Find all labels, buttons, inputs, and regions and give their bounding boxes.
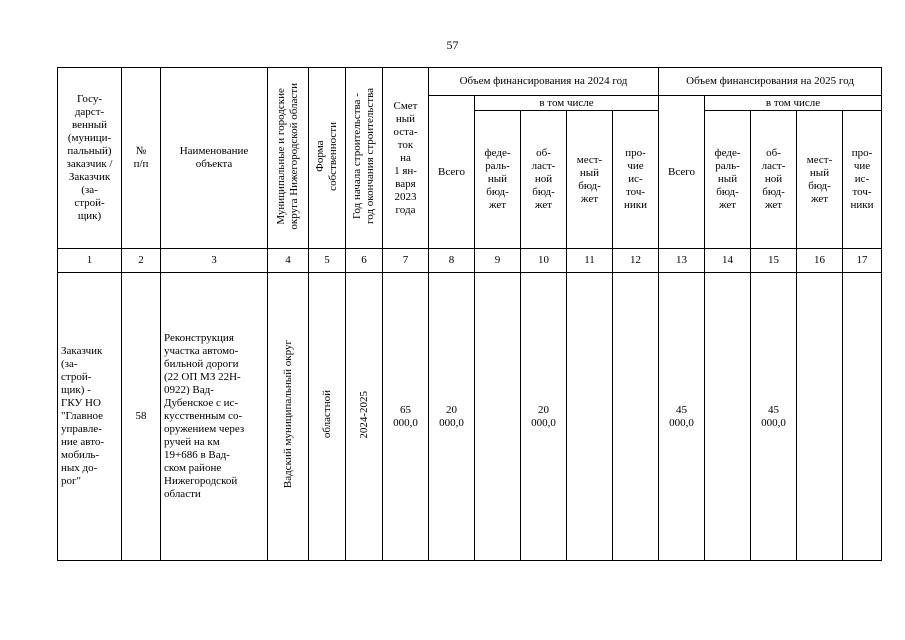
header-customer: Госу- дарст- венный (муници- пальный) заказчик / Заказчик (за- строй- щик) <box>58 68 122 249</box>
column-number: 4 <box>268 249 309 273</box>
column-number: 3 <box>161 249 268 273</box>
column-number: 6 <box>346 249 383 273</box>
header-object: Наименование объекта <box>161 68 268 249</box>
header-reg-2025: об- ласт- ной бюд- жет <box>751 111 797 249</box>
row-total-2025: 45 000,0 <box>659 273 705 561</box>
header-years: Год начала строительства - год окончания строительства <box>351 88 376 224</box>
header-oth-2024: про- чие ис- точ- ники <box>613 111 659 249</box>
column-number: 8 <box>429 249 475 273</box>
column-number: 17 <box>843 249 882 273</box>
column-number: 11 <box>567 249 613 273</box>
header-ownership-cell <box>309 68 346 249</box>
header-reg-2024: об- ласт- ной бюд- жет <box>521 111 567 249</box>
header-years-cell <box>346 68 383 249</box>
row-reg-2024: 20 000,0 <box>521 273 567 561</box>
row-reg-2025: 45 000,0 <box>751 273 797 561</box>
header-loc-2024: мест- ный бюд- жет <box>567 111 613 249</box>
header-total-2024: Всего <box>429 96 475 249</box>
header-group-2024: Объем финансирования на 2024 год <box>429 68 659 96</box>
page-number: 57 <box>446 38 459 52</box>
row-total-2024: 20 000,0 <box>429 273 475 561</box>
column-number: 10 <box>521 249 567 273</box>
header-sub-2024: в том числе <box>475 96 659 111</box>
row-fed-2024 <box>475 273 521 561</box>
column-number: 7 <box>383 249 429 273</box>
column-number: 15 <box>751 249 797 273</box>
header-fed-2024: феде- раль- ный бюд- жет <box>475 111 521 249</box>
column-number: 16 <box>797 249 843 273</box>
row-number: 58 <box>122 273 161 561</box>
header-sub-2025: в том числе <box>705 96 882 111</box>
header-district-cell <box>268 68 309 249</box>
row-years: 2024-2025 <box>357 390 370 439</box>
row-balance: 65 000,0 <box>383 273 429 561</box>
header-total-2025: Всего <box>659 96 705 249</box>
header-fed-2025: феде- раль- ный бюд- жет <box>705 111 751 249</box>
column-number: 13 <box>659 249 705 273</box>
column-number: 5 <box>309 249 346 273</box>
header-group-2025: Объем финансирования на 2025 год <box>659 68 882 96</box>
column-number: 9 <box>475 249 521 273</box>
row-oth-2025 <box>843 273 882 561</box>
row-district: Вадский муниципальный округ <box>281 340 294 489</box>
header-loc-2025: мест- ный бюд- жет <box>797 111 843 249</box>
column-number-row <box>58 249 882 273</box>
row-ownership: областной <box>320 390 333 439</box>
row-ownership-cell <box>309 273 346 561</box>
header-balance: Смет ный оста- ток на 1 ян- варя 2023 года <box>383 68 429 249</box>
column-number: 14 <box>705 249 751 273</box>
column-number: 2 <box>122 249 161 273</box>
header-number: № п/п <box>122 68 161 249</box>
financing-table <box>57 67 882 561</box>
column-number: 12 <box>613 249 659 273</box>
row-years-cell <box>346 273 383 561</box>
row-district-cell <box>268 273 309 561</box>
header-district: Муниципальные и городские округа Нижегородской области <box>275 82 300 230</box>
column-number: 1 <box>58 249 122 273</box>
row-loc-2025 <box>797 273 843 561</box>
row-loc-2024 <box>567 273 613 561</box>
header-oth-2025: про- чие ис- точ- ники <box>843 111 882 249</box>
row-oth-2024 <box>613 273 659 561</box>
table-row <box>58 273 882 561</box>
row-fed-2025 <box>705 273 751 561</box>
row-customer: Заказчик (за- строй- щик) - ГКУ НО "Главное управле- ние авто- мобиль- ных до- рог" <box>58 273 122 561</box>
row-object: Реконструкция участка автомо- бильной дороги (22 ОП МЗ 22Н- 0922) Вад- Дубенское с ис- кусственным со- оружением через ручей на км 19+686 в Вад- ском районе Нижегородской области <box>161 273 268 561</box>
header-ownership: Форма собственности <box>314 121 339 191</box>
